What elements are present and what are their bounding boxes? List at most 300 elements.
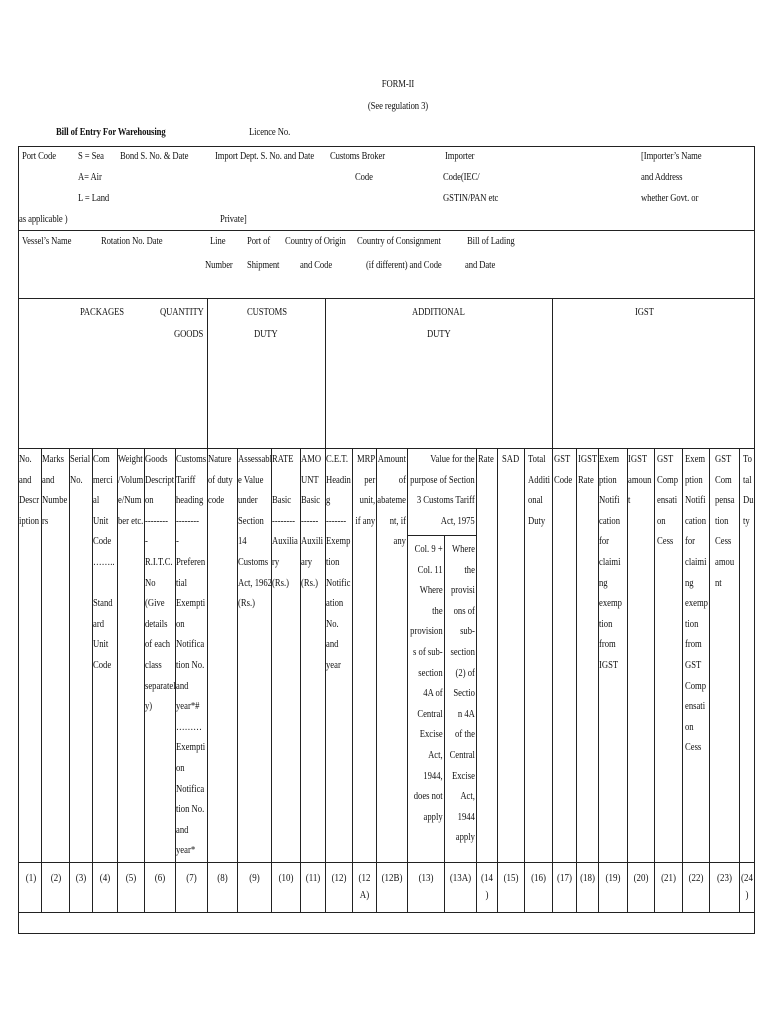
column-header-line: Act, [428, 749, 443, 761]
column-header-line: No [145, 577, 156, 589]
column-header-line: of [398, 474, 406, 486]
column-header-line: ber etc. [118, 515, 144, 527]
col-number: (21) [661, 873, 676, 884]
col-number: (23) [717, 873, 732, 884]
group-additional-duty: DUTY [427, 329, 451, 340]
col-12b-header [377, 450, 406, 553]
port-of: Port of [247, 236, 271, 247]
col-number: (2) [50, 873, 62, 884]
column-header-line: ons of [453, 605, 475, 617]
column-header-line: Assessabl [238, 454, 272, 465]
group-customs: CUSTOMS [247, 307, 287, 318]
column-header-line: ard [93, 618, 105, 630]
col-11-header [301, 450, 323, 594]
column-header-line: Descr [19, 495, 40, 507]
column-header-line: ensati [657, 495, 678, 507]
col-value-header [410, 450, 475, 532]
col-number: (14 [481, 873, 493, 884]
column-header-line: ng [599, 577, 608, 589]
col-line [627, 448, 628, 912]
column-header-line: onal [528, 495, 543, 507]
col-24-header [743, 450, 754, 532]
frame-right [754, 146, 755, 934]
column-header-line: class [145, 659, 162, 671]
line-number: Number [205, 260, 233, 271]
column-header-line: No. [19, 454, 32, 465]
column-header-line: Value for the [430, 454, 475, 465]
column-header-line: Rate [478, 454, 494, 465]
column-header-line: if any [355, 515, 375, 527]
column-header-line: from [599, 639, 616, 651]
row2-divider [18, 298, 754, 299]
column-header-line: for [599, 536, 610, 548]
col-line [576, 448, 577, 912]
column-header-line: y) [145, 701, 153, 713]
col-16-header [528, 450, 550, 532]
mode-air: A= Air [78, 172, 102, 183]
broker-label: Customs Broker [330, 151, 386, 162]
col-line [739, 448, 740, 912]
col-10-header [272, 450, 298, 594]
column-header-line: Central [449, 749, 475, 761]
column-header-line: Cess [657, 536, 674, 548]
column-header-line: (Rs.) [301, 577, 318, 589]
column-header-line: Excise [452, 770, 475, 782]
column-header-line: sub- [460, 626, 475, 638]
column-header-line: claimi [599, 556, 621, 568]
frame-bottom [18, 933, 754, 934]
column-header-line: Comp [657, 474, 679, 486]
col-number: (3) [75, 873, 87, 884]
col-line [552, 448, 553, 912]
group-divider-3 [552, 298, 553, 448]
col-number: ) [745, 890, 749, 901]
column-header-line: n 4A [458, 708, 475, 720]
column-header-line: Exem [685, 454, 706, 465]
column-header-line: Marks [42, 454, 65, 465]
rotation-no: Rotation No. Date [101, 236, 163, 247]
column-header-line: tial [176, 577, 188, 589]
col-12a-header [355, 450, 375, 532]
lading-bill: Bill of Lading [467, 236, 515, 247]
column-header-line: UNT [301, 474, 319, 486]
regulation-ref: (See regulation 3) [367, 101, 429, 112]
as-applicable: as applicable ) [19, 214, 68, 225]
column-header-line: tion [599, 618, 613, 630]
column-header-line: Serial [70, 454, 91, 465]
column-header-line: does not [414, 791, 443, 803]
column-header-line: and [176, 824, 189, 836]
column-header-line: Headin [326, 474, 351, 486]
col-line [407, 448, 408, 912]
col-number: (22) [688, 873, 704, 884]
column-header-line: ensati [685, 701, 706, 713]
group-quantity: QUANTITY [160, 307, 204, 318]
column-header-line: IGST [578, 454, 598, 465]
column-header-line: section [418, 667, 443, 679]
column-header-line: Total [528, 454, 546, 465]
col-line [524, 448, 525, 912]
column-header-line: on [145, 495, 154, 507]
column-header-line: Code [93, 659, 112, 671]
column-header-line: 4A of [423, 688, 443, 700]
col-line [69, 448, 70, 912]
column-header-line: Comp [685, 680, 707, 692]
column-header-line: Exemp [326, 536, 351, 548]
column-header-line: ption [599, 474, 617, 486]
column-header-line: Cess [685, 742, 702, 754]
col-line [352, 448, 353, 912]
vessel-name: Vessel’s Name [22, 236, 72, 247]
column-header-line: and [42, 474, 55, 486]
column-header-line: rs [42, 515, 49, 527]
col-line [497, 448, 498, 912]
col-13-header [410, 540, 443, 828]
col-line [709, 448, 710, 912]
licence-no: Licence No. [249, 127, 291, 138]
col-18-header [578, 450, 597, 491]
column-header-line: Auxilia [272, 536, 298, 548]
column-header-line: Amount [377, 454, 406, 465]
column-header-line: abateme [377, 495, 406, 507]
column-header-line: (2) of [455, 667, 475, 679]
col-2-header [42, 450, 67, 532]
column-header-line: /Volum [118, 474, 144, 486]
column-header-line: Tariff [176, 474, 196, 486]
column-header-line: code [208, 495, 225, 507]
import-dept: Import Dept. S. No. and Date [215, 151, 315, 162]
column-header-line: tion No. [176, 804, 205, 816]
col-number: (8) [217, 873, 228, 884]
column-header-line: - [145, 536, 148, 548]
col-7-header [176, 450, 206, 862]
col-line [654, 448, 655, 912]
col-15-header [502, 450, 519, 471]
column-header-line: merci [93, 474, 113, 486]
col-19-header [599, 450, 622, 677]
column-header-line: ……… [176, 721, 202, 733]
origin-country: Country of Origin [285, 236, 346, 247]
column-header-line: To [743, 454, 752, 465]
col-number: (1) [25, 873, 37, 884]
column-header-line: purpose of Section [410, 474, 475, 486]
column-header-line: GST [554, 454, 571, 465]
column-header-line: e Value [238, 474, 264, 486]
column-header-line: of each [145, 639, 171, 651]
col-number: (12 [358, 873, 371, 884]
column-header-line: exemp [599, 598, 622, 610]
group-additional: ADDITIONAL [412, 307, 465, 318]
col-number: (12B) [381, 873, 403, 884]
form-title: FORM-II [381, 79, 415, 90]
column-header-line: R.I.T.C. [145, 556, 173, 568]
column-header-line: Notific [326, 577, 351, 589]
column-header-line: (Rs.) [272, 577, 289, 589]
col-21-header [657, 450, 678, 553]
private-label: Private] [220, 214, 247, 225]
column-header-line: on [176, 762, 185, 774]
column-header-line: 3 Customs Tariff [417, 495, 475, 507]
column-header-line: section [450, 646, 475, 658]
column-header-line: nt [715, 577, 722, 589]
col-number: (16) [531, 873, 546, 884]
column-header-line: …….. [93, 556, 115, 568]
column-header-line: year* [176, 845, 196, 857]
column-header-line: s of sub- [413, 646, 443, 658]
column-header-line: Auxili [301, 536, 324, 548]
column-header-line: Sectio [453, 688, 475, 700]
column-header-line: (Rs.) [238, 598, 255, 610]
importer-code: Code(IEC/ [443, 172, 480, 183]
column-header-line: t [628, 495, 631, 507]
column-header-line: year*# [176, 701, 200, 713]
column-header-line: Exempti [176, 742, 206, 754]
column-header-line: GST [657, 454, 674, 465]
importer-address: and Address [641, 172, 683, 183]
column-header-line: tion No. [176, 659, 205, 671]
column-header-line: Weight [118, 454, 143, 465]
column-header-line: Section [238, 515, 264, 527]
column-header-line: Duty [528, 515, 546, 527]
column-header-line: Where [420, 585, 443, 597]
column-header-line: Where [452, 544, 475, 555]
column-header-line: Basic [272, 495, 292, 507]
column-header-line: 14 [238, 536, 247, 548]
column-header-line: GST [715, 454, 732, 465]
col-17-header [554, 450, 572, 491]
column-header-line: details [145, 618, 168, 630]
column-header-line: the [464, 564, 475, 576]
col-number: (13A) [449, 873, 472, 884]
col-number: (18) [580, 873, 595, 884]
column-header-line: 1944, [423, 770, 443, 782]
column-header-line: ------- [326, 515, 347, 527]
column-header-line: ty [743, 515, 750, 527]
column-header-line: ary [301, 556, 313, 568]
importer-govt: whether Govt. or [641, 193, 699, 204]
group-goods: GOODS [174, 329, 204, 340]
mode-land: L = Land [78, 193, 110, 204]
column-header-line: MRP [356, 454, 375, 465]
column-header-line: No. [326, 618, 339, 630]
column-header-line: amou [715, 556, 735, 568]
col-4-header [93, 450, 115, 677]
column-header-line: Notifica [176, 639, 205, 651]
column-header-line: apply [455, 832, 475, 844]
column-header-line: Nature [208, 454, 232, 465]
column-header-line: -------- [272, 515, 295, 527]
column-header-line: Act, [460, 791, 475, 803]
col-5-header [118, 450, 143, 532]
column-header-line: on [657, 515, 666, 527]
column-header-line: any [393, 536, 406, 548]
column-header-line: (Give [145, 598, 165, 610]
col-number: (9) [249, 873, 260, 884]
column-header-line: of the [455, 729, 475, 741]
col-number: (7) [186, 873, 197, 884]
column-header-line: Central [417, 708, 443, 720]
column-header-line: amoun [628, 474, 652, 486]
column-header-line: Stand [93, 598, 113, 610]
column-header-line: pensa [715, 495, 735, 507]
column-header-line: nt, if [389, 515, 406, 527]
frame-top [18, 146, 754, 147]
column-header-line: ation [326, 598, 344, 610]
column-header-line: tion [685, 618, 699, 630]
col-12-header [326, 450, 351, 677]
group-igst: IGST [635, 307, 654, 318]
col-line [444, 535, 445, 912]
column-header-line: Additi [528, 474, 551, 486]
column-header-line: and [176, 680, 189, 692]
consignment-country: Country of Consignment [357, 236, 441, 247]
column-header-line: under [238, 495, 258, 507]
column-header-line: from [685, 639, 702, 651]
column-header-line: e/Num [118, 495, 142, 507]
col-23-header [715, 450, 735, 594]
column-header-line: Preferen [176, 556, 206, 568]
column-header-line: al [93, 495, 100, 507]
column-header-line: IGST [628, 454, 648, 465]
numbers-top-divider [18, 862, 754, 863]
column-header-line: Notifi [599, 495, 620, 507]
column-header-line: apply [423, 811, 443, 823]
column-header-line: RATE [272, 454, 294, 465]
column-header-line: heading [176, 495, 204, 507]
importer-gstin: GSTIN/PAN etc [443, 193, 499, 204]
column-header-line: Col. 11 [417, 564, 443, 576]
col-6-header [145, 450, 176, 718]
col-number: (4) [99, 873, 111, 884]
column-header-line: Act, 1975 [441, 515, 475, 527]
importer-name: [Importer’s Name [641, 151, 702, 162]
column-header-line: Code [554, 474, 573, 486]
col-number: A) [359, 890, 370, 901]
column-header-line: -------- [176, 515, 199, 527]
importer-label: Importer [445, 151, 475, 162]
col-number: (13) [418, 873, 434, 884]
col-number: (10) [278, 873, 294, 884]
column-header-line: provision [410, 626, 443, 638]
column-header-line: Du [743, 495, 754, 507]
column-header-line: 1944 [457, 811, 475, 823]
column-header-line: iption [19, 515, 40, 527]
group-customs-duty: DUTY [254, 329, 278, 340]
column-header-line: Customs [238, 556, 269, 568]
column-header-line: ------ [301, 515, 319, 527]
column-header-line: claimi [685, 556, 707, 568]
column-header-line: the [432, 605, 443, 617]
group-packages: PACKAGES [80, 307, 125, 318]
col-line [682, 448, 683, 912]
column-header-line: and [326, 639, 339, 651]
col-8-header [208, 450, 233, 512]
col-number: (19) [605, 873, 621, 884]
column-header-line [93, 574, 115, 595]
col-number: (20) [633, 873, 649, 884]
mode-sea: S = Sea [78, 151, 104, 162]
column-header-line: provisi [451, 585, 475, 597]
col-14-header [478, 450, 494, 471]
column-header-line: on [176, 618, 185, 630]
column-header-line: Rate [578, 474, 594, 486]
column-header-line: ry [272, 556, 280, 568]
column-header-line: C.E.T. [326, 454, 349, 465]
group-divider-2 [325, 298, 326, 448]
value-subdivider [407, 535, 476, 536]
numbers-bottom-divider [18, 912, 754, 913]
column-header-line: IGST [599, 659, 619, 671]
col-9-header [238, 450, 272, 615]
column-header-line: Unit [93, 515, 109, 527]
col-number: (15) [503, 873, 519, 884]
form-subtitle: Bill of Entry For Warehousing [56, 127, 166, 138]
column-header-line: Unit [93, 639, 109, 651]
column-header-line: Exempti [176, 598, 206, 610]
bond-no: Bond S. No. & Date [120, 151, 189, 162]
column-header-line [272, 471, 298, 492]
col-20-header [628, 450, 651, 512]
lading-date: and Date [465, 260, 496, 271]
column-header-line: Col. 9 + [414, 544, 443, 555]
column-header-line: g [326, 495, 331, 507]
column-header-line: - [176, 536, 179, 548]
col-number: ) [485, 890, 489, 901]
column-header-line: No. [70, 474, 83, 486]
column-header-line: unit, [359, 495, 375, 507]
column-header-line: exemp [685, 598, 708, 610]
column-header-line: of duty [208, 474, 233, 486]
column-header-line: SAD [502, 454, 520, 465]
col-number: (6) [154, 873, 166, 884]
column-header-line: ng [685, 577, 694, 589]
column-header-line: -------- [145, 515, 168, 527]
group-divider-1 [207, 298, 208, 448]
column-header-line: GST [685, 659, 702, 671]
column-header-line: Goods [145, 454, 168, 465]
frame-left [18, 146, 19, 934]
column-header-line: Excise [420, 729, 443, 741]
column-header-line: ption [685, 474, 703, 486]
column-header-line: Exem [599, 454, 620, 465]
port-shipment: Shipment [247, 260, 280, 271]
column-header-line: Code [93, 536, 112, 548]
column-header-line: Numbe [42, 495, 68, 507]
column-header-line: Cess [715, 536, 732, 548]
column-header-line: and [19, 474, 32, 486]
col-line [476, 448, 477, 912]
column-header-line: tion [326, 556, 340, 568]
origin-code: and Code [300, 260, 333, 271]
column-header-line: per [363, 474, 375, 486]
col-22-header [685, 450, 708, 759]
col-1-header [19, 450, 39, 532]
col-13a-header [450, 540, 475, 849]
port-code: Port Code [22, 151, 56, 162]
column-header-line: year [326, 659, 341, 671]
column-header-line: for [685, 536, 696, 548]
column-header-line: cation [599, 515, 621, 527]
column-header-line: tal [743, 474, 752, 486]
line-label: Line [210, 236, 226, 247]
column-header-line: Notifica [176, 783, 205, 795]
column-header-line: separatel [145, 680, 176, 692]
broker-code: Code [355, 172, 373, 183]
column-header-line: Customs [176, 454, 207, 465]
column-header-line: Basic [301, 495, 321, 507]
column-header-line: Notifi [685, 495, 706, 507]
col-number: (5) [125, 873, 137, 884]
